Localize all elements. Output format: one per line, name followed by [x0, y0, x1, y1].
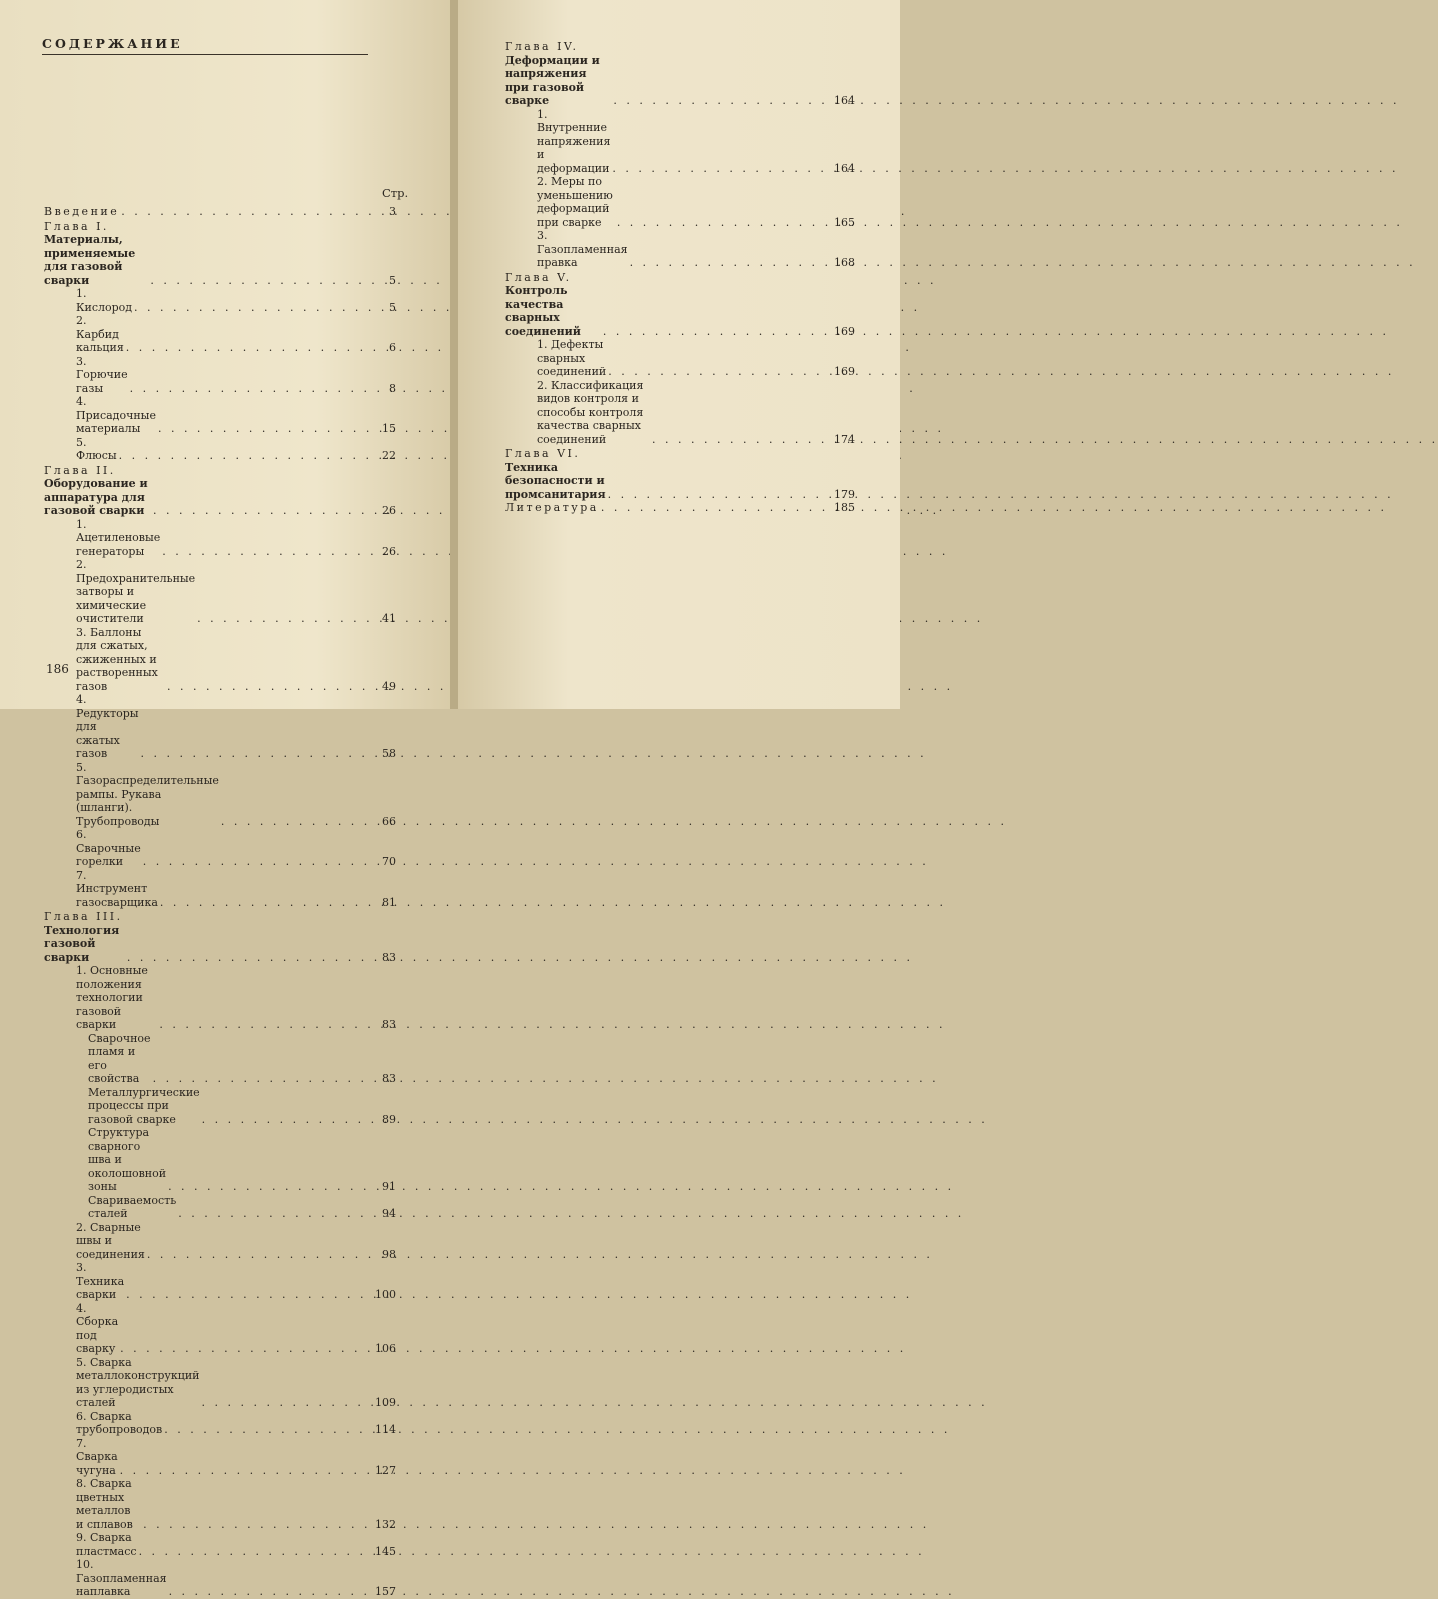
toc-chapter: Глава VI. Техника безопасности и промсанитария . . . 179: [505, 447, 855, 501]
toc-entry: 4. Присадочные материалы . . . 15: [44, 395, 396, 436]
toc-entry: 3. Баллоны для сжатых, сжиженных и растворенных газов . . . 49: [44, 626, 396, 694]
contents-heading: СОДЕРЖАНИЕ: [42, 36, 183, 51]
toc-entry: 3. Техника сварки . . . 100: [44, 1261, 396, 1302]
toc-entry: 1. Кислород . . . 5: [44, 287, 396, 314]
toc-entry: 2. Сварные швы и соединения . . . 98: [44, 1221, 396, 1262]
toc-entry: 1. Внутренние напряжения и деформации . . . 164: [505, 108, 855, 176]
toc-chapter: Глава IV. Деформации и напряжения при газовой сварке . . . 164: [505, 40, 855, 108]
toc-entry: 6. Сварка трубопроводов . . . 114: [44, 1410, 396, 1437]
toc-chapter: Глава II. Оборудование и аппаратура для газовой сварки . . . 26: [44, 464, 396, 518]
toc-entry: 1. Дефекты сварных соединений . . . 169: [505, 338, 855, 379]
toc-chapter: Глава III. Технология газовой сварки . . . 83: [44, 910, 396, 964]
toc-entry: Введение . . . 3: [44, 205, 396, 219]
heading-rule: [42, 54, 368, 55]
toc-entry: 6. Сварочные горелки . . . 70: [44, 828, 396, 869]
toc-subentry: Сварочное пламя и его свойства . . . 83: [44, 1032, 396, 1086]
toc-right: [505, 39, 855, 515]
page-number: 186: [46, 662, 69, 676]
toc-entry: 9. Сварка пластмасс . . . 145: [44, 1531, 396, 1558]
toc-chapter: Глава V. Контроль качества сварных соединений . . . 169: [505, 271, 855, 339]
toc-entry: 2. Предохранительные затворы и химические очистители . . . 41: [44, 558, 396, 626]
toc-entry: 5. Флюсы . . . 22: [44, 436, 396, 463]
left-page: [0, 0, 452, 1598]
toc-subentry: Свариваемость сталей . . . 94: [44, 1194, 396, 1221]
toc-entry: Литература . . . 185: [505, 501, 855, 515]
page-column-label: Стр.: [382, 186, 409, 200]
toc-subentry: Структура сварного шва и околошовной зоны . . . 91: [44, 1126, 396, 1194]
toc-entry: 5. Газораспределительные рампы. Рукава (шланги). Трубопроводы . . . 66: [44, 761, 396, 829]
toc-subentry: Металлургические процессы при газовой сварке . . . 89: [44, 1086, 396, 1127]
toc-entry: 2. Меры по уменьшению деформаций при сварке . . . 165: [505, 175, 855, 229]
toc-entry: 10. Газопламенная наплавка . . . 157: [44, 1558, 396, 1599]
toc-entry: 2. Классификация видов контроля и способы контроля качества сварных соединений . . . 174: [505, 379, 855, 447]
toc-entry: 5. Сварка металлоконструкций из углеродистых сталей . . . 109: [44, 1356, 396, 1410]
toc-entry: 7. Инструмент газосварщика . . . 81: [44, 869, 396, 910]
toc-entry: 1. Ацетиленовые генераторы . . . 26: [44, 518, 396, 559]
toc-entry: 4. Сборка под сварку . . . 106: [44, 1302, 396, 1356]
toc-entry: 4. Редукторы для сжатых газов . . . 58: [44, 693, 396, 761]
toc-entry: 1. Основные положения технологии газовой сварки . . . 83: [44, 964, 396, 1032]
toc-chapter: Глава I. Материалы, применяемые для газовой сварки . . . 5: [44, 220, 396, 288]
toc-entry: 8. Сварка цветных металлов и сплавов . . . 132: [44, 1477, 396, 1531]
toc-entry: 2. Карбид кальция . . . 6: [44, 314, 396, 355]
toc-entry: 3. Газопламенная правка . . . 168: [505, 229, 855, 270]
toc-entry: 7. Сварка чугуна . . . 127: [44, 1437, 396, 1478]
toc-left: [44, 205, 396, 1599]
toc-entry: 3. Горючие газы . . . 8: [44, 355, 396, 396]
